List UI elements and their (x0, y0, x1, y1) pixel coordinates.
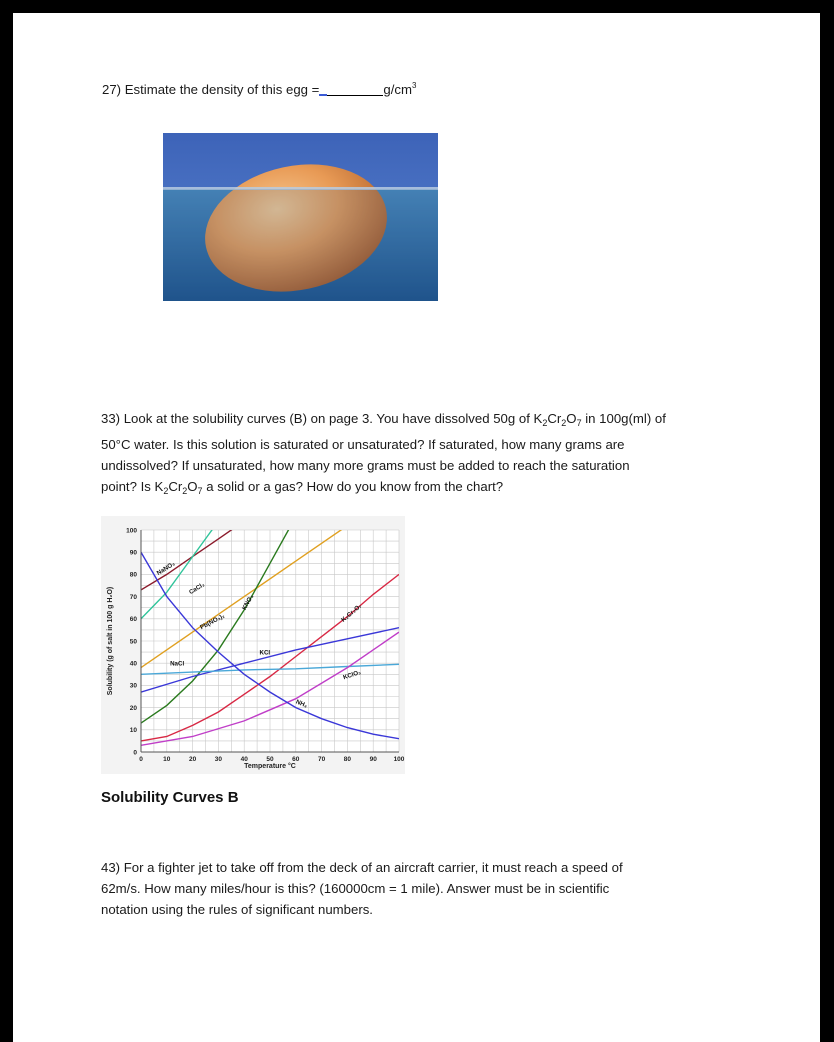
y-tick-label: 60 (129, 616, 137, 624)
density-unit: g/cm (383, 82, 412, 97)
document-page (13, 13, 820, 1042)
question-33-line-4: point? Is $K_2Cr_2O_7$ a solid or a gas? How do you know from the chart? (101, 479, 504, 496)
x-tick-label: 100 (393, 756, 405, 763)
y-tick-label: 70 (129, 593, 137, 601)
series-label-NH₃: NH₃ (294, 698, 309, 710)
question-43 (101, 857, 721, 920)
y-tick-label: 100 (126, 527, 137, 535)
question-33 (101, 408, 751, 502)
density-unit-exponent: 3 (411, 81, 417, 90)
x-tick-label: 40 (240, 756, 248, 763)
y-tick-label: 10 (129, 727, 137, 735)
question-43-line-3: notation using the rules of significant numbers. (101, 902, 373, 917)
y-tick-label: 40 (129, 660, 137, 668)
question-33-line-1: 33) Look at the solubility curves (B) on page 3. You have dissolved 50g of $K_2Cr_2O_7$ in 100g(ml) of (101, 411, 666, 428)
solubility-chart (101, 516, 405, 774)
series-label-CaCl₂: CaCl₂ (187, 581, 206, 597)
y-tick-label: 30 (129, 682, 137, 690)
x-tick-label: 20 (188, 756, 197, 763)
x-tick-label: 0 (139, 756, 143, 763)
question-43-line-2: 62m/s. How many miles/hour is this? (160000cm = 1 mile). Answer must be in scientific (101, 881, 610, 896)
x-tick-label: 10 (163, 756, 171, 763)
question-27-text: 27) Estimate the density of this egg = (102, 82, 320, 97)
x-tick-label: 80 (343, 756, 352, 763)
answer-blank[interactable] (319, 81, 383, 96)
x-tick-label: 30 (214, 756, 223, 763)
y-tick-label: 90 (129, 549, 137, 557)
cursor-mark (319, 94, 327, 96)
question-33-line-2: 50°C water. Is this solution is saturated or unsaturated? If saturated, how many grams are (101, 437, 625, 452)
y-axis-label: Solubility (g of salt in 100 g H₂O) (107, 586, 114, 696)
y-tick-label: 0 (133, 749, 137, 757)
x-tick-label: 60 (292, 756, 300, 763)
question-27 (102, 75, 416, 100)
y-tick-label: 20 (129, 704, 137, 712)
x-axis-label: Temperature °C (244, 763, 296, 770)
chart-caption: Solubility Curves B (101, 789, 239, 806)
question-43-line-1: 43) For a fighter jet to take off from the deck of an aircraft carrier, it must reach a speed of (101, 860, 623, 875)
series-label-KCl: KCl (259, 649, 271, 657)
x-tick-label: 90 (369, 756, 377, 763)
question-33-line-3: undissolved? If unsaturated, how many more grams must be added to reach the saturation (101, 458, 630, 473)
series-label-KClO₃: KClO₃ (342, 668, 362, 682)
series-label-NaCl: NaCl (170, 660, 185, 668)
series-label-K₂Cr₂O₇: K₂Cr₂O₇ (340, 602, 364, 624)
y-tick-label: 50 (129, 638, 137, 646)
egg-in-water-photo (163, 133, 438, 301)
series-label-NaNO₃: NaNO₃ (155, 560, 177, 577)
series-label-Pb(NO₃)₂: Pb(NO₃)₂ (199, 612, 227, 632)
x-tick-label: 70 (317, 756, 326, 763)
y-tick-label: 80 (129, 571, 137, 579)
x-tick-label: 50 (266, 756, 274, 763)
series-label-KNO₃: KNO₃ (240, 593, 256, 612)
